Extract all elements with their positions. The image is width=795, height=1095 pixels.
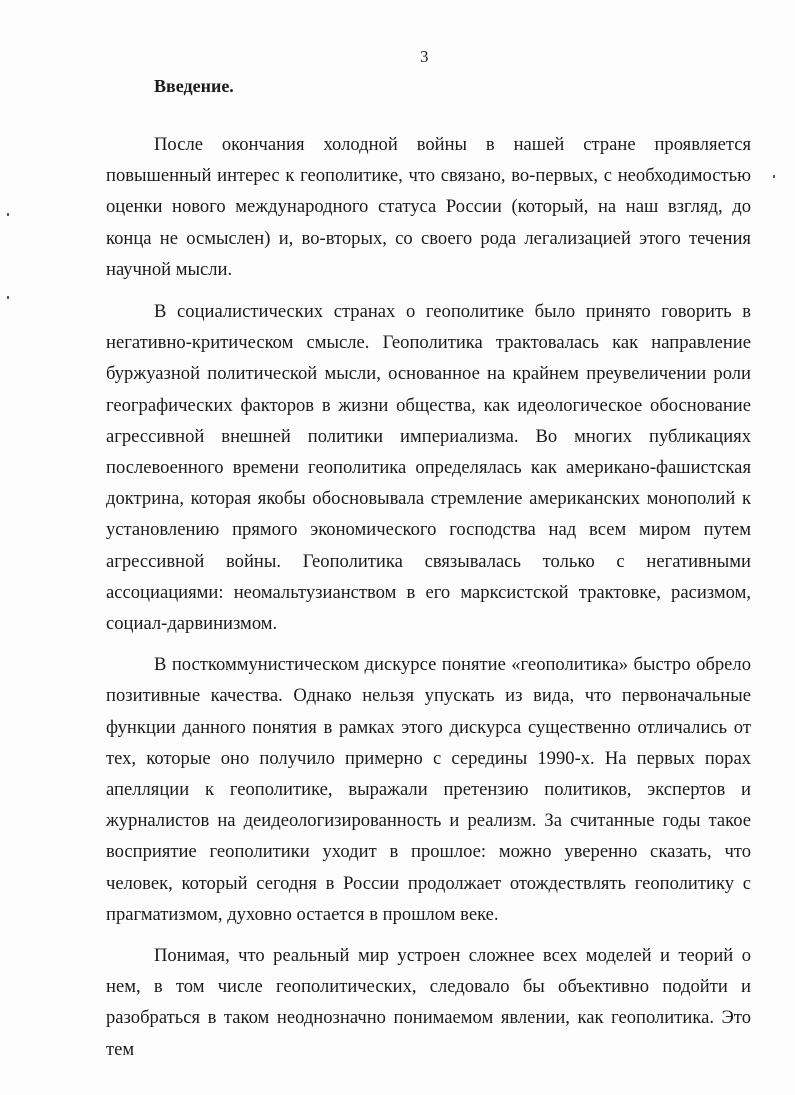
paragraph-3: В посткоммунистическом дискурсе понятие «геополитика» быстро обрело позитивные качества. Однако нельзя упускать из вида, что первоначальные функции данного понятия в рамках этого дискурса существенно отличались от тех, которые оно получило примерно с середины 1990-х. На первых порах апелляции к геополитике, выражали претензию политиков, экспертов и журналистов на деидеологизированность и реализм. За считанные годы такое восприятие геополитики уходит в прошлое: можно уверенно сказать, что человек, который сегодня в России продолжает отождествлять геополитику с прагматизмом, духовно остается в прошлом веке. — [106, 654, 751, 925]
scan-mark — [7, 296, 9, 299]
section-heading: Введение. — [154, 76, 234, 96]
paragraph-2: В социалистических странах о геополитике было принято говорить в негативно-критическом смысле. Геополитика трактовалась как направление буржуазной политической мысли, основанное на крайнем преувеличении роли географических факторов в жизни общества, как идеологическое обоснование агрессивной внешней политики империализма. Во многих публикациях послевоенного времени геополитика определялась как американо-фашистская доктрина, которая якобы обосновывала стремление американских монополий к установлению прямого экономического господства над всем миром путем агрессивной войны. Геополитика связывалась только с негативными ассоциациями: неомальтузианством в его марксистской трактовке, расизмом, социал-дарвинизмом. — [106, 301, 751, 635]
scan-mark — [773, 175, 775, 178]
scan-mark — [7, 213, 9, 216]
paragraph-4: Понимая, что реальный мир устроен сложнее всех моделей и теорий о нем, в том числе геополитических, следовало бы объективно подойти и разобраться в таком неоднозначно понимаемом явлении, как геополитика. Это тем — [106, 945, 751, 1060]
paragraph-1: После окончания холодной войны в нашей стране проявляется повышенный интерес к геополитике, что связано, во-первых, с необходимостью оценки нового международного статуса России (который, на наш взгляд, до конца не осмыслен) и, во-вторых, со своего рода легализацией этого течения научной мысли. — [106, 134, 751, 280]
page-number: 3 — [420, 47, 429, 66]
body-text — [106, 129, 751, 1075]
